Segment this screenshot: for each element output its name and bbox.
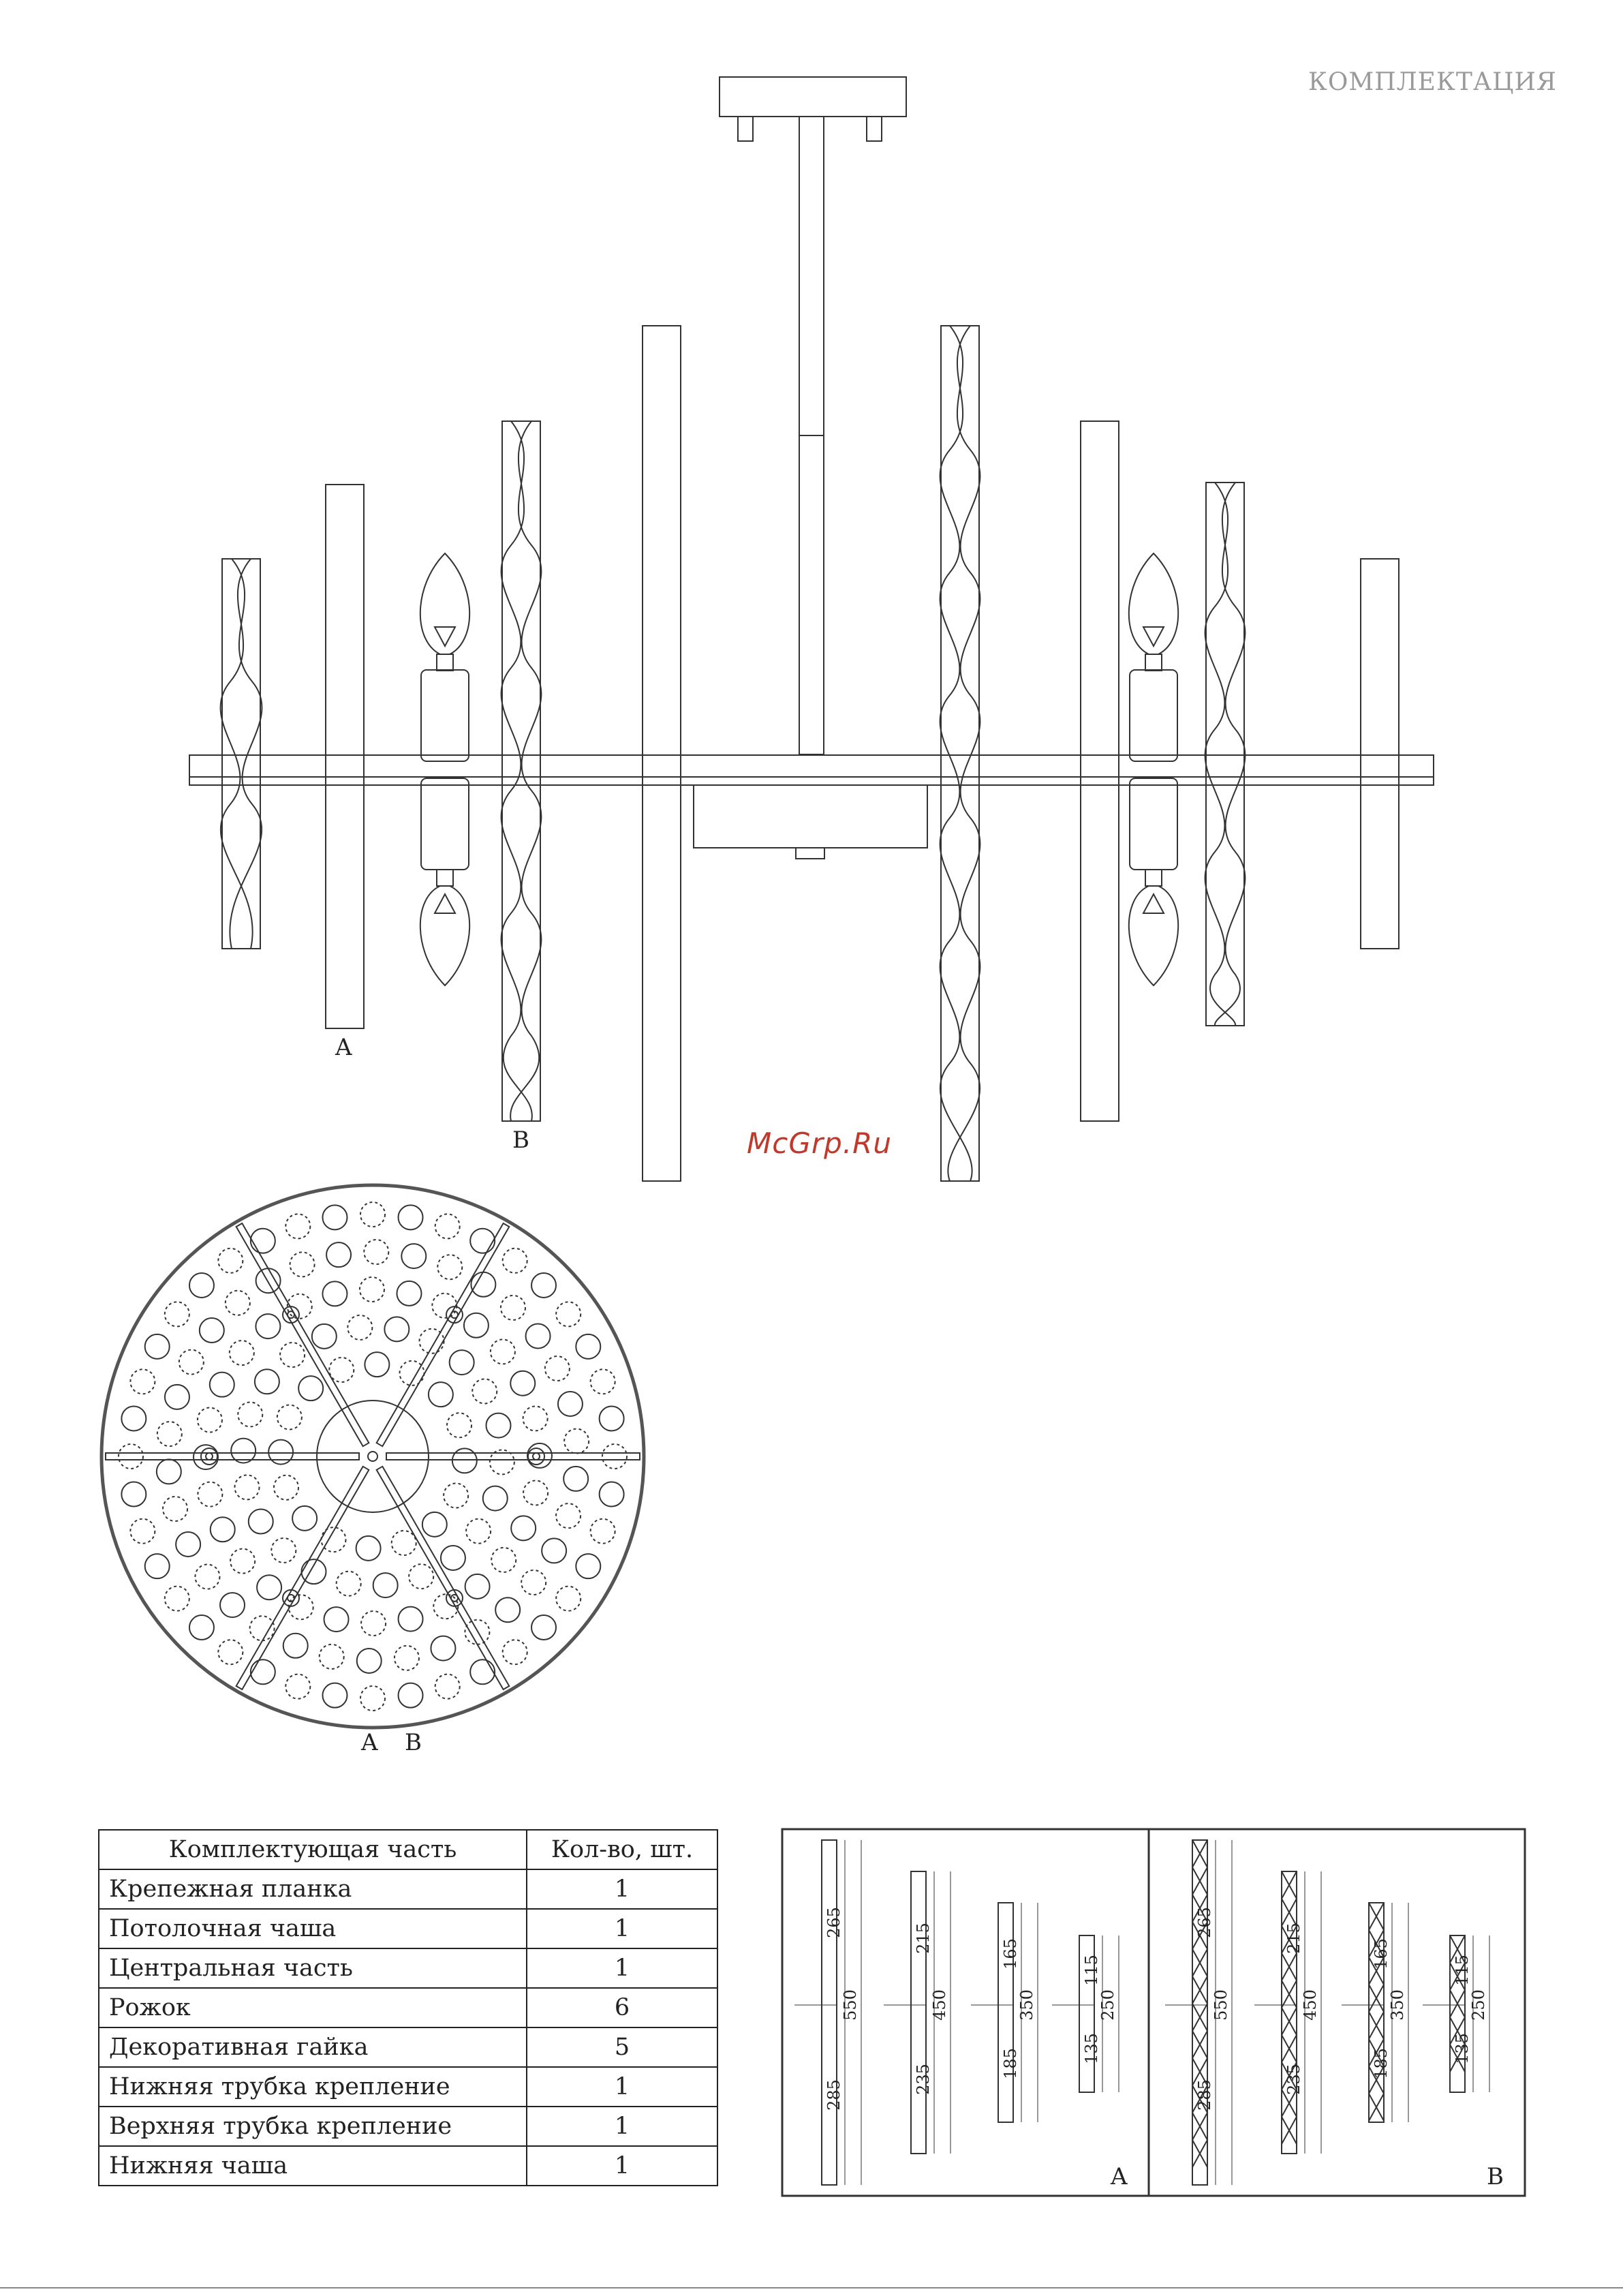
- crystal-drop: [429, 1382, 453, 1407]
- crystal-drop: [600, 1482, 624, 1507]
- crystal-drop: [347, 1315, 372, 1340]
- crystal-drop: [249, 1510, 273, 1534]
- part-name: Рожок: [99, 1988, 527, 2027]
- crystal-drop: [364, 1240, 388, 1264]
- part-name: Верхняя трубка крепление: [99, 2107, 527, 2146]
- crystal-drop: [165, 1385, 189, 1409]
- top-view-arm: [236, 1223, 369, 1446]
- bulb-upper-left: [420, 553, 469, 654]
- crystal-drop: [218, 1640, 243, 1664]
- crystal-drop: [511, 1516, 536, 1540]
- crystal-drop: [441, 1546, 465, 1570]
- crystal-drop: [195, 1565, 219, 1589]
- part-qty: 6: [527, 1988, 717, 2027]
- crystal-drop: [312, 1324, 337, 1349]
- label-b-panel: B: [1487, 2163, 1504, 2190]
- crystal-drop: [320, 1644, 344, 1669]
- crystal-drop: [384, 1317, 409, 1341]
- label-a-panel: A: [1111, 2163, 1128, 2190]
- crystal-drop: [465, 1574, 490, 1599]
- crystal-drop: [189, 1273, 214, 1298]
- crystal-drop: [356, 1536, 381, 1561]
- crystal-drop: [563, 1467, 588, 1491]
- crystal-drop: [591, 1369, 615, 1394]
- label-b-front: B: [512, 1127, 529, 1154]
- crystal-drop: [501, 1296, 525, 1320]
- crystal-drop: [470, 1229, 495, 1253]
- crystal-drop: [409, 1564, 433, 1589]
- crystal-drop: [558, 1392, 583, 1416]
- watermark: McGrp.Ru: [747, 1127, 892, 1160]
- crystal-drop: [211, 1517, 235, 1542]
- crystal-drop: [119, 1444, 143, 1469]
- crystal-drop: [250, 1616, 275, 1640]
- dimension-total: 350: [1017, 1989, 1036, 2021]
- lamp-holder-upper-left: [421, 670, 469, 761]
- part-name: Центральная часть: [99, 1948, 527, 1988]
- part-qty: 1: [527, 1948, 717, 1988]
- crystal-drop: [256, 1268, 281, 1293]
- crystal-drop: [531, 1273, 556, 1298]
- horizontal-bar: [189, 755, 1434, 785]
- crystal-drop: [255, 1369, 279, 1394]
- crystal-drop: [121, 1482, 146, 1507]
- crystal-drop: [365, 1352, 389, 1377]
- dimension-bottom: 235: [1284, 2064, 1303, 2095]
- crystal-drop: [399, 1683, 423, 1708]
- crystal-drop: [130, 1369, 155, 1394]
- dimension-total: 450: [930, 1989, 949, 2021]
- crystal-drop: [435, 1674, 460, 1699]
- crystal-drop: [145, 1554, 170, 1578]
- top-view-socket-core: [533, 1453, 540, 1460]
- top-view-socket-core: [206, 1453, 213, 1460]
- crystal-drop: [503, 1249, 527, 1273]
- table-row: [99, 1869, 717, 1909]
- crystal-drop: [360, 1202, 385, 1227]
- crystal-drop: [274, 1475, 298, 1500]
- crystal-drop: [556, 1587, 581, 1611]
- dimension-top: 215: [1284, 1923, 1303, 1954]
- part-name: Нижняя трубка крепление: [99, 2067, 527, 2107]
- crystal-drop: [464, 1313, 489, 1338]
- crystal-drop: [545, 1356, 570, 1381]
- crystal-drop: [283, 1634, 308, 1658]
- crystal-drop: [399, 1205, 423, 1229]
- mounting-nut-right: [867, 117, 882, 141]
- bulb-upper-right: [1129, 553, 1178, 654]
- label-a-top: A: [361, 1729, 378, 1756]
- dimension-bottom: 135: [1453, 2033, 1472, 2064]
- crystal-drop: [289, 1595, 313, 1619]
- part-qty: 1: [527, 2107, 717, 2146]
- crystal-drop: [200, 1318, 224, 1343]
- crystal-drop: [322, 1683, 347, 1708]
- top-view-crystals: [119, 1202, 627, 1711]
- bottom-cup: [694, 785, 927, 848]
- crystal-drop: [576, 1334, 600, 1359]
- crystal-drop: [503, 1640, 527, 1664]
- crystal-drop: [471, 1272, 495, 1297]
- page-title: КОМПЛЕКТАЦИЯ: [1308, 68, 1557, 96]
- crystal-drop: [198, 1408, 222, 1433]
- crystal-drop: [447, 1413, 472, 1437]
- dimension-bottom: 285: [1195, 2079, 1214, 2111]
- label-b-top: B: [405, 1729, 422, 1756]
- top-view-disk: [102, 1185, 644, 1728]
- crystal-drop: [285, 1214, 310, 1238]
- dimension-top: 265: [824, 1907, 844, 1938]
- rod-plain-a: [326, 485, 364, 1028]
- crystal-drop: [235, 1475, 260, 1499]
- crystal-drop: [397, 1281, 421, 1306]
- crystal-drop: [226, 1291, 250, 1315]
- lamp-holder-lower-left: [421, 778, 469, 870]
- crystal-drop: [163, 1497, 187, 1521]
- label-a-front: A: [335, 1034, 352, 1061]
- crystal-drop: [395, 1646, 419, 1670]
- table-row: [99, 1988, 717, 2027]
- crystal-drop: [450, 1350, 474, 1375]
- bottom-rule: [0, 2287, 1623, 2289]
- crystal-drop: [329, 1358, 354, 1382]
- dimension-top: 115: [1453, 1955, 1472, 1986]
- part-qty: 1: [527, 2067, 717, 2107]
- lower-tube: [799, 435, 824, 754]
- table-row: [99, 2107, 717, 2146]
- dimension-bottom: 135: [1082, 2033, 1101, 2064]
- crystal-drop: [373, 1573, 398, 1597]
- bulb-lower-right: [1129, 886, 1178, 985]
- crystal-drop: [257, 1575, 281, 1599]
- dimension-bottom: 235: [914, 2064, 933, 2095]
- part-qty: 1: [527, 2146, 717, 2186]
- crystal-drop: [322, 1205, 347, 1229]
- crystal-drop: [285, 1674, 310, 1699]
- crystal-drop: [486, 1413, 510, 1438]
- crystal-drop: [470, 1659, 495, 1684]
- rod-plain-far-right: [1361, 559, 1399, 949]
- crystal-drop: [230, 1341, 254, 1365]
- crystal-drop: [360, 1686, 385, 1711]
- dimension-rod: [911, 1871, 926, 2154]
- dimension-top: 165: [1001, 1938, 1020, 1970]
- crystal-drop: [465, 1620, 489, 1644]
- crystal-drop: [576, 1554, 600, 1578]
- crystal-drop: [292, 1506, 317, 1531]
- crystal-drop: [251, 1229, 275, 1253]
- dimension-bottom: 185: [1372, 2048, 1391, 2079]
- dimension-top: 215: [914, 1923, 933, 1954]
- crystal-drop: [491, 1548, 516, 1572]
- crystal-drop: [401, 1244, 426, 1268]
- crystal-drop: [256, 1314, 280, 1338]
- crystal-drop: [145, 1334, 170, 1359]
- crystal-drop: [360, 1277, 384, 1302]
- crystal-drop: [452, 1448, 477, 1473]
- crystal-drop: [280, 1343, 305, 1367]
- crystal-drop: [521, 1570, 546, 1595]
- crystal-drop: [298, 1376, 323, 1400]
- dimension-panel: [782, 1829, 1525, 2196]
- dimension-top: 115: [1082, 1955, 1101, 1986]
- crystal-drop: [157, 1459, 181, 1484]
- crystal-drop: [165, 1302, 189, 1326]
- crystal-drop: [432, 1294, 457, 1318]
- crystal-drop: [420, 1329, 444, 1353]
- top-view-arm: [377, 1467, 510, 1689]
- crystal-drop: [437, 1255, 462, 1279]
- crystal-drop: [600, 1406, 624, 1430]
- crystal-drop: [510, 1371, 535, 1396]
- top-view-socket: [528, 1448, 544, 1465]
- crystal-drop: [189, 1615, 214, 1640]
- lamp-holder-lower-right: [1130, 778, 1177, 870]
- crystal-drop: [271, 1538, 296, 1563]
- table-row: [99, 1909, 717, 1948]
- dimension-total: 350: [1388, 1989, 1407, 2021]
- crystal-drop: [157, 1422, 182, 1446]
- part-name: Нижняя чаша: [99, 2146, 527, 2186]
- rod-plain-center: [643, 326, 681, 1181]
- crystal-drop: [495, 1597, 520, 1622]
- dimension-top: 165: [1372, 1938, 1391, 1970]
- crystal-drop: [491, 1339, 515, 1364]
- top-view-socket: [201, 1448, 217, 1465]
- mounting-plate: [720, 77, 906, 117]
- part-name: Крепежная планка: [99, 1869, 527, 1909]
- rod-plain-right: [1081, 421, 1119, 1121]
- crystal-drop: [251, 1659, 275, 1684]
- upper-tube: [799, 117, 824, 435]
- dimension-rod-spiral: [1282, 1871, 1297, 2144]
- table-row: [99, 2067, 717, 2107]
- crystal-drop: [230, 1549, 255, 1574]
- rod-spiral-1: [222, 559, 260, 949]
- crystal-drop: [277, 1405, 302, 1429]
- crystal-drop: [130, 1519, 155, 1544]
- crystal-drop: [483, 1486, 508, 1511]
- crystal-drop: [392, 1531, 416, 1555]
- crystal-drop: [361, 1611, 386, 1636]
- part-qty: 5: [527, 2027, 717, 2067]
- crystal-drop: [357, 1649, 382, 1673]
- part-qty: 1: [527, 1909, 717, 1948]
- dimension-bottom: 185: [1001, 2048, 1020, 2079]
- crystal-drop: [220, 1593, 245, 1617]
- header-part: Комплектующая часть: [99, 1830, 527, 1869]
- crystal-drop: [337, 1572, 361, 1596]
- header-qty: Кол-во, шт.: [527, 1830, 717, 1869]
- crystal-drop: [466, 1519, 491, 1544]
- part-name: Декоративная гайка: [99, 2027, 527, 2067]
- crystal-drop: [556, 1302, 581, 1326]
- crystal-drop: [602, 1444, 627, 1469]
- crystal-drop: [431, 1636, 455, 1661]
- dimension-top: 265: [1195, 1907, 1214, 1938]
- part-qty: 1: [527, 1869, 717, 1909]
- crystal-drop: [165, 1587, 189, 1611]
- mounting-nut-left: [738, 117, 753, 141]
- crystal-drop: [324, 1607, 349, 1632]
- dimension-rod: [822, 1840, 837, 2185]
- crystal-drop: [472, 1379, 497, 1403]
- dimension-total: 550: [841, 1989, 860, 2021]
- crystal-drop: [399, 1607, 423, 1632]
- crystal-drop: [542, 1538, 566, 1563]
- dimension-rod: [998, 1903, 1013, 2122]
- top-view-center-hub: [317, 1400, 429, 1512]
- top-view-arms: [106, 1223, 640, 1689]
- crystal-drop: [198, 1482, 222, 1507]
- crystal-drop: [218, 1249, 243, 1273]
- crystal-drop: [435, 1214, 460, 1238]
- crystal-drop: [322, 1281, 347, 1306]
- bulb-lower-left: [420, 886, 469, 985]
- crystal-drop: [564, 1429, 589, 1454]
- crystal-drop: [238, 1402, 262, 1426]
- parts-table: [98, 1829, 718, 2186]
- crystal-drop: [444, 1484, 468, 1508]
- dimension-total: 450: [1301, 1989, 1320, 2021]
- table-row: [99, 2146, 717, 2186]
- crystal-drop: [210, 1373, 234, 1397]
- top-view-center-pin: [368, 1452, 377, 1461]
- crystal-drop: [121, 1406, 146, 1430]
- crystal-drop: [326, 1242, 351, 1267]
- crystal-drop: [176, 1532, 200, 1557]
- dimension-bottom: 285: [824, 2079, 844, 2111]
- dimension-total: 550: [1211, 1989, 1231, 2021]
- crystal-drop: [301, 1559, 326, 1584]
- crystal-drop: [526, 1323, 551, 1348]
- lamp-holder-upper-right: [1130, 670, 1177, 761]
- crystal-drop: [268, 1440, 293, 1465]
- crystal-drop: [290, 1252, 315, 1276]
- table-row: [99, 1948, 717, 1988]
- crystal-drop: [422, 1512, 447, 1537]
- part-name: Потолочная чаша: [99, 1909, 527, 1948]
- crystal-drop: [523, 1480, 548, 1505]
- dimension-total: 250: [1469, 1989, 1488, 2021]
- table-row: [99, 2027, 717, 2067]
- crystal-drop: [531, 1615, 556, 1640]
- crystal-drop: [556, 1503, 581, 1528]
- crystal-drop: [523, 1406, 548, 1430]
- parts-table-header: [99, 1830, 717, 1869]
- dimension-total: 250: [1098, 1989, 1117, 2021]
- crystal-drop: [179, 1350, 204, 1375]
- crystal-drop: [591, 1519, 615, 1544]
